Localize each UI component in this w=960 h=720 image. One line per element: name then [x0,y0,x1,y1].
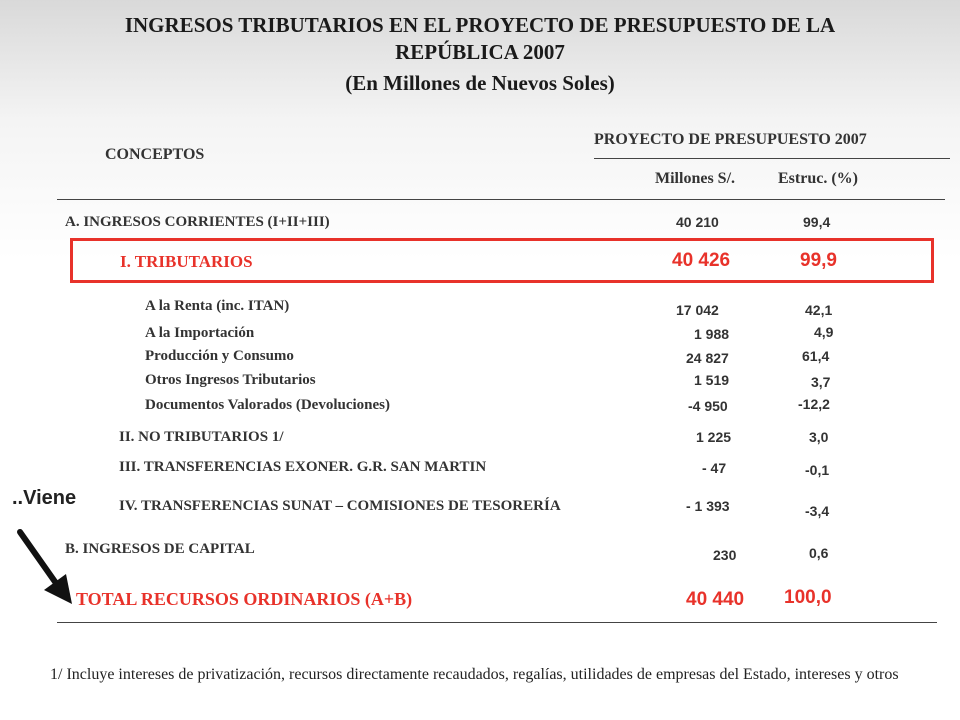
row-millions: 1 988 [694,326,730,342]
title-line-2: REPÚBLICA 2007 [395,40,565,64]
arrow-down-right-icon [14,526,76,606]
row-percent: -3,4 [805,503,830,519]
row-millions: - 1 393 [686,498,730,514]
millions-column-header: Millones S/. [655,170,736,187]
header-divider [594,158,950,159]
row-percent: 99,9 [800,250,837,271]
row-millions: 230 [713,547,737,563]
row-millions: - 47 [702,460,727,476]
row-percent: 42,1 [805,302,833,318]
row-label: A. INGRESOS CORRIENTES (I+II+III) [65,214,330,230]
row-millions: 17 042 [676,302,719,318]
row-label: A la Importación [145,325,255,341]
row-label: Documentos Valorados (Devoluciones) [145,397,391,413]
row-percent: 61,4 [802,348,830,364]
footnote: 1/ Incluye intereses de privatización, recursos directamente recaudados, regalías, utilidades de empresas del Estado, intereses y otros [50,666,899,683]
row-label: II. NO TRIBUTARIOS 1/ [119,429,284,445]
row-label: TOTAL RECURSOS ORDINARIOS (A+B) [76,589,413,609]
viene-note: ..Viene [12,487,77,509]
row-percent: -12,2 [798,396,830,412]
row-label: A la Renta (inc. ITAN) [145,298,290,314]
row-millions: 1 519 [694,372,730,388]
row-percent: 3,7 [811,374,831,390]
row-label: Producción y Consumo [145,348,294,364]
table-top-rule [57,199,945,200]
row-percent: 4,9 [814,324,834,340]
row-label: Otros Ingresos Tributarios [145,372,316,388]
row-millions: 1 225 [696,429,732,445]
row-label: III. TRANSFERENCIAS EXONER. G.R. SAN MARTIN [119,459,487,475]
row-percent: 0,6 [809,545,829,561]
row-label: B. INGRESOS DE CAPITAL [65,541,255,557]
row-label: I. TRIBUTARIOS [120,252,253,271]
title-line-3: (En Millones de Nuevos Soles) [345,71,615,95]
row-percent: 99,4 [803,214,831,230]
row-millions: -4 950 [688,398,728,414]
row-percent: 100,0 [784,587,832,608]
row-percent: -0,1 [805,462,830,478]
structure-column-header: Estruc. (%) [778,170,858,187]
project-header: PROYECTO DE PRESUPUESTO 2007 [594,131,867,148]
table-bottom-rule [57,622,937,623]
title-line-1: INGRESOS TRIBUTARIOS EN EL PROYECTO DE PRESUPUESTO DE LA [124,13,836,37]
row-millions: 40 440 [686,589,745,610]
row-millions: 40 426 [672,250,731,271]
row-label: IV. TRANSFERENCIAS SUNAT – COMISIONES DE TESORERÍA [119,498,561,514]
row-millions: 40 210 [676,214,719,230]
row-millions: 24 827 [686,350,729,366]
row-percent: 3,0 [809,429,829,445]
concepts-header: CONCEPTOS [105,146,205,163]
